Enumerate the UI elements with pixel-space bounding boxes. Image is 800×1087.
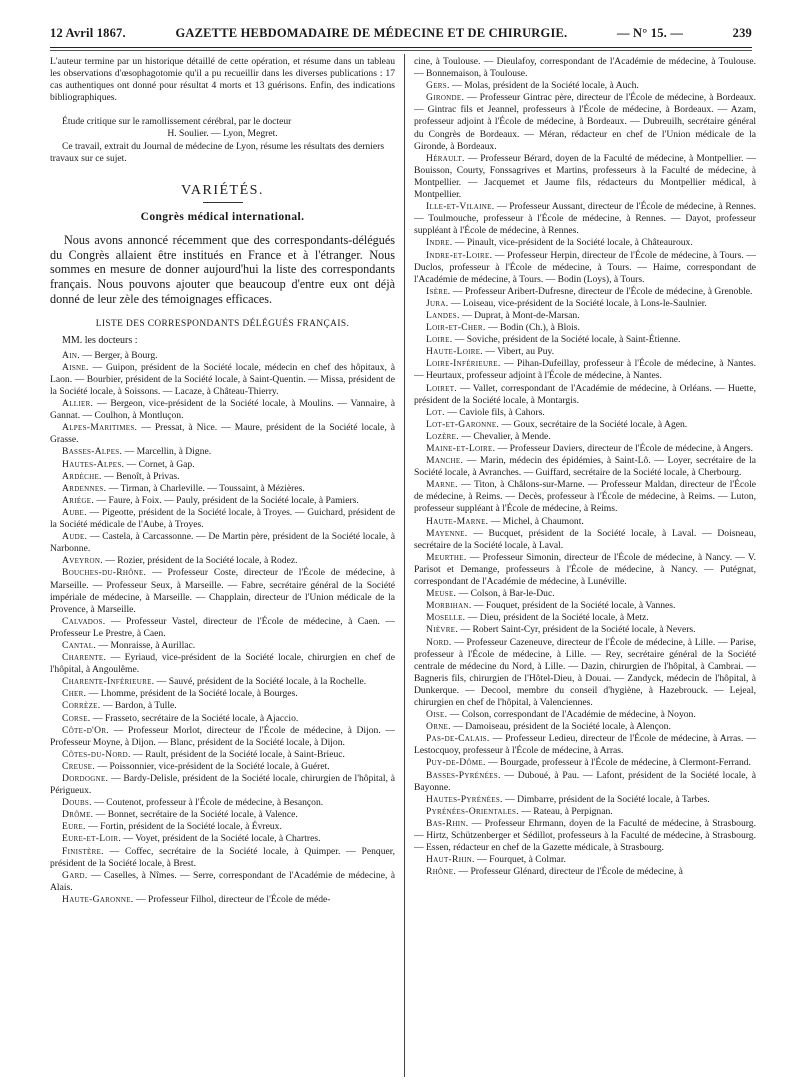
correspondent-entry: [414, 866, 756, 878]
correspondent-text: — Eyriaud, vice-président de la Société locale, chirurgien en chef de l'hôpital, à Angoulême.: [50, 652, 395, 676]
study-text: Ce travail, extrait du Journal de médecine de Lyon, résume les résultats des derniers travaux sur ce sujet.: [50, 140, 385, 164]
department-name: Corse.: [62, 712, 91, 724]
department-name: Gard.: [62, 869, 88, 881]
column-divider: [404, 54, 405, 1077]
correspondent-entry: [50, 846, 395, 870]
correspondent-entry: [414, 431, 756, 443]
correspondent-entry: [414, 721, 756, 733]
left-column: [50, 56, 395, 1079]
correspondent-entry: [414, 528, 756, 552]
correspondent-text: — Dimbarre, président de la Société locale, à Tarbes.: [502, 793, 710, 805]
correspondent-text: — Lhomme, président de la Société locale, à Bourges.: [86, 688, 298, 700]
correspondent-entry: [50, 555, 395, 567]
correspondent-text: — Caselles, à Nîmes. — Serre, correspondant de l'Académie de médecine, à Alais.: [50, 869, 395, 893]
department-name: Ariége.: [62, 494, 95, 506]
department-name: Marne.: [426, 479, 458, 491]
correspondent-text: — Molas, président de la Société locale, à Auch.: [449, 80, 639, 92]
department-name: Aisne.: [62, 361, 89, 373]
department-name: Aude.: [62, 531, 88, 543]
correspondent-text: — Professeur Filhol, directeur de l'École de méde-: [133, 893, 331, 905]
study-notice: [50, 116, 395, 164]
department-name: Eure.: [62, 821, 86, 833]
department-name: Pas-de-Calais.: [426, 733, 490, 745]
announcement-paragraph: Nous avons annoncé récemment que des correspondants-délégués du Congrès allaient être institués en France et à l'étranger. Nous sommes en mesure de donner aujourd'hui la liste des correspondants français. Nous pouvons ajouter que beaucoup d'entre eux ont déjà donné de leur zèle des témoignages efficaces.: [50, 232, 395, 306]
header-rule: [50, 47, 752, 48]
correspondent-text: — Pinault, vice-président de la Société locale, à Châteauroux.: [452, 237, 693, 249]
correspondent-text: — Cornet, à Gap.: [124, 458, 195, 470]
correspondent-entry: [50, 725, 395, 749]
correspondent-text: — Voyet, président de la Société locale, à Chartres.: [121, 833, 321, 845]
correspondent-text: — Professeur Vastel, directeur de l'École de médecine, à Caen. — Professeur Le Prestre, à Caen.: [50, 615, 395, 639]
correspondent-text: — Colson, correspondant de l'Académie de médecine, à Noyon.: [447, 709, 696, 721]
header-date: 12 Avril 1867.: [50, 26, 126, 40]
correspondent-entry: [414, 237, 756, 249]
correspondent-entry: [414, 298, 756, 310]
correspondent-text: — Professeur Daviers, directeur de l'École de médecine, à Angers.: [495, 443, 754, 454]
department-name: Doubs.: [62, 797, 92, 809]
department-name: Dordogne.: [62, 773, 109, 785]
department-name: Landes.: [426, 309, 460, 321]
correspondent-entry: [414, 92, 756, 152]
correspondent-text: — Fouquet, président de la Société locale, à Vannes.: [471, 600, 676, 612]
department-name: Nord.: [426, 636, 452, 648]
header-issue-number: — N° 15. —: [617, 26, 684, 40]
correspondent-entry: [414, 516, 756, 528]
department-name: Lot.: [426, 406, 445, 418]
correspondent-entry: [50, 495, 395, 507]
study-title: Étude critique sur le ramollissement cérébral, par le docteur: [62, 116, 292, 128]
correspondent-entry: [50, 459, 395, 471]
department-name: Charente-Inférieure.: [62, 676, 155, 688]
correspondent-text: — Marcellin, à Digne.: [122, 446, 212, 458]
correspondent-entry: [414, 479, 756, 515]
correspondent-text: — Professeur Aussant, directeur de l'École de médecine, à Rennes. — Toulmouche, professeur à l'École de médecine, à Rennes. — Dayot, professeur suppléant à l'École de médecine, à Rennes.: [414, 201, 756, 237]
correspondent-entry: [414, 153, 756, 201]
correspondent-text: — Fortin, président de la Société locale, à Évreux.: [85, 821, 282, 833]
correspondent-text: — Damoiseau, président de la Société locale, à Alençon.: [450, 721, 671, 733]
department-name: Bouches-du-Rhône.: [62, 567, 147, 579]
correspondent-text: — Bardon, à Tulle.: [100, 700, 177, 712]
correspondent-entry: [414, 794, 756, 806]
department-name: Hérault.: [426, 152, 465, 164]
list-salutation: MM. les docteurs :: [62, 334, 138, 346]
department-name: Oise.: [426, 709, 448, 721]
department-name: Côte-d'Or.: [62, 724, 109, 736]
department-name: Loire-Inférieure.: [426, 358, 501, 370]
correspondent-entry: [414, 612, 756, 624]
correspondent-entry: [50, 471, 395, 483]
department-name: Alpes-Maritimes.: [62, 422, 138, 434]
correspondent-text: — Michel, à Chaumont.: [488, 515, 584, 527]
section-rule: [203, 202, 243, 203]
correspondent-text: — Bodin (Ch.), à Blois.: [485, 322, 580, 334]
correspondent-text: — Castela, à Carcassonne. — De Martin père, président de la Société locale, à Narbonne.: [50, 531, 395, 555]
department-name: Lozère.: [426, 430, 459, 442]
correspondent-text: — Bardy-Delisle, président de la Société locale, chirurgien de l'hôpital, à Périgueux.: [50, 773, 395, 797]
correspondent-entry: [50, 350, 395, 362]
correspondent-text: — Bourgade, professeur à l'École de médecine, à Clermont-Ferrand.: [485, 757, 751, 769]
correspondent-text: — Soviche, président de la Société locale, à Saint-Étienne.: [452, 334, 681, 346]
correspondent-entry: [414, 733, 756, 757]
correspondent-entry: [414, 80, 756, 92]
department-name: Loiret.: [426, 382, 457, 394]
correspondent-entry: [414, 455, 756, 479]
department-name: Cher.: [62, 688, 87, 700]
study-author: H. Soulier. — Lyon, Megret.: [167, 128, 278, 140]
department-name: Aveyron.: [62, 555, 103, 567]
correspondent-text: — Faure, à Foix. — Pauly, président de la Société locale, à Pamiers.: [94, 494, 359, 506]
correspondent-text: — Loiseau, vice-président de la Société locale, à Lons-le-Saulnier.: [448, 297, 707, 309]
correspondent-entry: [50, 483, 395, 495]
correspondent-text: — Professeur Glénard, directeur de l'École de médecine, à: [456, 866, 683, 878]
correspondent-text: — Bucquet, président de la Société locale, à Laval. — Doisneau, secrétaire de la Société locale, à Laval.: [414, 527, 756, 551]
correspondent-entry: [50, 833, 395, 845]
correspondent-entry: [50, 446, 395, 458]
correspondent-text: — Pigeotte, président de la Société locale, à Troyes. — Guichard, président de la Société médicale de l'Aube, à Troyes.: [50, 506, 395, 531]
subsection-title: Congrès médical international.: [140, 210, 305, 223]
correspondent-entry: [414, 310, 756, 322]
department-name: Basses-Pyrénées.: [426, 769, 501, 781]
department-name: Meuse.: [426, 588, 457, 600]
correspondent-entry: [414, 770, 756, 794]
department-name: Aube.: [62, 506, 87, 518]
correspondent-entry: [50, 809, 395, 821]
left-entries-list: [50, 350, 395, 906]
correspondent-text: — Vibert, au Puy.: [482, 346, 555, 358]
correspondent-text: — Coffec, secrétaire de la Société locale, à Quimper. — Penquer, président de la Société locale, à Brest.: [50, 845, 395, 869]
correspondent-text: — Professeur Bérard, doyen de la Faculté de médecine, à Montpellier. — Bouisson, Courty, Fonssagrives et Martins, professeurs à la Faculté de médecine, à Montpellier. — Jacquemet et Jaume fils, rédacteurs du Montpellier médical, à Montpellier.: [414, 152, 756, 201]
correspondent-text: — Pressat, à Nice. — Maure, président de la Société locale, à Grasse.: [50, 422, 395, 446]
correspondent-text: — Robert Saint-Cyr, président de la Société locale, à Nevers.: [458, 624, 696, 636]
department-name: Orne.: [426, 721, 451, 733]
department-name: Allier.: [62, 398, 94, 410]
correspondent-entry: [414, 407, 756, 419]
department-name: Ardennes.: [62, 482, 107, 494]
department-name: Loire.: [426, 334, 453, 346]
right-lead-text: cine, à Toulouse. — Dieulafoy, correspondant de l'Académie de médecine, à Toulouse. — Bonnemaison, à Toulouse.: [414, 56, 756, 80]
department-name: Manche.: [426, 455, 464, 467]
correspondent-text: — Berger, à Bourg.: [79, 349, 158, 361]
correspondent-entry: [50, 821, 395, 833]
department-name: Rhône.: [426, 866, 457, 878]
department-name: Eure-et-Loir.: [62, 833, 122, 845]
correspondent-entry: [50, 422, 395, 446]
correspondent-entry: [50, 507, 395, 531]
correspondent-text: — Professeur Herpin, directeur de l'École de médecine, à Tours. — Duclos, professeur à l'École de médecine, à Tours. — Haime, correspondant de l'Académie de médecine, à Tours. — Bodin (Loys), à Tours.: [414, 249, 756, 285]
right-column: [414, 56, 756, 1079]
correspondent-text: — Professeur Simonin, directeur de l'École de médecine, à Nancy. — V. Parisot et Demange, professeurs à l'École de médecine, à Nancy. — Putégnat, correspondant de l'Académie de médecine, à Lunéville.: [414, 551, 756, 588]
department-name: Charente.: [62, 652, 107, 664]
correspondent-text: — Coutenot, professeur à l'École de médecine, à Besançon.: [91, 797, 324, 809]
correspondent-text: — Dieu, président de la Société locale, à Metz.: [465, 612, 649, 624]
department-name: Morbihan.: [426, 600, 472, 612]
correspondent-text: — Professeur Ehrmann, doyen de la Faculté de médecine, à Strasbourg. — Hirtz, Schützenberger et Sédillot, professeurs à la Faculté de médecine, à Strasbourg. — Essen, rédacteur en chef de la Gazette médicale, à Strasbourg.: [414, 817, 756, 854]
correspondent-entry: [50, 531, 395, 555]
correspondent-text: — Professeur Aribert-Dufresne, directeur de l'École de médecine, à Grenoble.: [450, 285, 753, 297]
correspondent-text: — Professeur Gintrac père, directeur de l'École de médecine, à Bordeaux. — Gintrac fils et Jeannel, professeurs à l'École de médecine, à Bordeaux. — Azam, professeur adjoint à l'École de médecine, à Bordeaux. — Dubreuilh, secrétaire général du Congrès de Bordeaux. — Méran, rédacteur en chef de l'Union médicale de la Gironde, à Bordeaux.: [414, 92, 756, 152]
correspondent-entry: [414, 346, 756, 358]
correspondent-text: — Fourquet, à Colmar.: [474, 854, 566, 866]
correspondent-text: — Monraisse, à Aurillac.: [96, 639, 196, 651]
department-name: Drôme.: [62, 809, 94, 821]
department-name: Jura.: [426, 297, 449, 309]
correspondent-text: — Caviole fils, à Cahors.: [444, 406, 545, 418]
correspondent-entry: [414, 709, 756, 721]
correspondent-entry: [414, 806, 756, 818]
department-name: Côtes-du-Nord.: [62, 748, 131, 760]
correspondent-entry: [50, 894, 395, 906]
correspondent-text: — Guipon, président de la Société locale, médecin en chef des hôpitaux, à Laon. — Bourbier, président de la Société locale, à Saint-Quentin. — Missa, président de la Société locale, à Soissons. — Lacaze, à Château-Thierry.: [50, 361, 395, 398]
correspondent-entry: [50, 761, 395, 773]
correspondent-entry: [414, 818, 756, 854]
correspondent-entry: [50, 797, 395, 809]
correspondent-text: — Colson, à Bar-le-Duc.: [456, 588, 555, 600]
correspondent-entry: [50, 700, 395, 712]
correspondent-text: — Titon, à Châlons-sur-Marne. — Professeur Maldan, directeur de l'École de médecine, à Reims. — Decès, professeur à l'École de médecine, à Reims. — Luton, professeur suppléant à l'École de médecine, à Reims.: [414, 479, 756, 515]
department-name: Ille-et-Vilaine.: [426, 201, 495, 213]
page-header: [50, 26, 752, 46]
correspondent-text: — Professeur Morlot, directeur de l'École de médecine, à Dijon. — Professeur Moyne, à Dijon. — Blanc, président de la Société locale, à Dijon.: [50, 724, 395, 748]
correspondent-text: — Tirman, à Charleville. — Toussaint, à Mézières.: [106, 482, 305, 494]
correspondent-text: — Benoît, à Privas.: [101, 470, 180, 482]
correspondent-text: — Duprat, à Mont-de-Marsan.: [459, 309, 580, 321]
department-name: Basses-Alpes.: [62, 446, 123, 458]
correspondent-entry: [414, 637, 756, 710]
department-name: Lot-et-Garonne.: [426, 418, 500, 430]
correspondent-entry: [414, 334, 756, 346]
correspondent-entry: [50, 652, 395, 676]
department-name: Calvados.: [62, 615, 106, 627]
correspondent-text: — Professeur Coste, directeur de l'École de médecine, à Marseille. — Professeur Seux, à Marseille. — Fabre, secrétaire général de la Société impériale de médecine, à Marseille. — Chapplain, directeur de l'Union médicale de la Provence, à Marseille.: [50, 567, 395, 615]
correspondent-entry: [50, 567, 395, 615]
department-name: Indre.: [426, 237, 453, 249]
correspondent-entry: [50, 676, 395, 688]
department-name: Pyrénées-Orientales.: [426, 805, 519, 817]
correspondent-entry: [414, 358, 756, 382]
department-name: Ain.: [62, 349, 80, 361]
department-name: Gironde.: [426, 92, 465, 104]
intro-paragraph: L'auteur termine par un historique détaillé de cette opération, et résume dans un tableau les observations d'œsophagotomie qu'il a pu recueillir dans les diverses publications : 17 cas authentiques ont donné pour résultat 4 morts et 13 guérisons. Enfin, des indications bibliographiques.: [50, 56, 395, 104]
department-name: Bas-Rhin.: [426, 817, 469, 829]
department-name: Maine-et-Loire.: [426, 443, 496, 454]
correspondent-entry: [50, 688, 395, 700]
correspondent-text: — Vallet, correspondant de l'Académie de médecine, à Orléans. — Huette, président de la Société locale, à Montargis.: [414, 382, 756, 406]
correspondent-text: — Marin, médecin des épidémies, à Saint-Lô. — Loyer, secrétaire de la Société locale, à Avranches. — Guiffard, secrétaire de la Société locale, à Cherbourg.: [414, 455, 756, 479]
correspondent-entry: [414, 286, 756, 298]
department-name: Ardèche.: [62, 470, 102, 482]
list-title: LISTE DES CORRESPONDANTS DÉLÉGUÉS FRANÇAIS.: [95, 318, 350, 329]
correspondent-entry: [414, 624, 756, 636]
correspondent-text: — Professeur Cazeneuve, directeur de l'École de médecine, à Lille. — Parise, professeur à l'École de médecine, à Lille. — Rey, secrétaire général de la Société centrale de médecine du Nord, à Lille. — Dazin, chirurgien de l'hôpital, à Cambrai. — Bagneris fils, chirurgien de l'Hôtel-Dieu, à Douai. — Zandyck, médecin de l'hôpital, à Dunkerque. — Decool, membre du conseil d'hygiène, à Hazebrouck. — Lejeal, chirurgien en chef de l'hôpital, à Valenciennes.: [414, 636, 756, 708]
correspondent-entry: [414, 854, 756, 866]
correspondent-entry: [414, 443, 756, 455]
correspondent-text: — Rozier, président de la Société locale, à Rodez.: [102, 555, 298, 567]
correspondent-entry: [414, 600, 756, 612]
correspondent-entry: [414, 588, 756, 600]
correspondent-entry: [414, 419, 756, 431]
department-name: Meurthe.: [426, 551, 467, 563]
correspondent-text: — Poissonnier, vice-président de la Société locale, à Guéret.: [95, 760, 330, 772]
correspondent-entry: [414, 322, 756, 334]
correspondent-entry: [50, 362, 395, 398]
correspondent-entry: [50, 398, 395, 422]
department-name: Finistère.: [62, 845, 104, 857]
department-name: Mayenne.: [426, 527, 468, 539]
department-name: Creuse.: [62, 760, 96, 772]
department-name: Haute-Garonne.: [62, 893, 134, 905]
correspondent-text: — Chevalier, à Mende.: [458, 430, 551, 442]
correspondent-text: — Pihan-Dufeillay, professeur à l'École de médecine, à Nantes. — Heurtaux, professeur adjoint à l'École de médecine, à Nantes.: [414, 358, 756, 382]
correspondent-text: — Bergeon, vice-président de la Société locale, à Moulins. — Vannaire, à Gannat. — Coulhon, à Montluçon.: [50, 398, 395, 422]
correspondent-text: — Bonnet, secrétaire de la Société locale, à Valence.: [93, 809, 298, 821]
correspondent-entry: [50, 773, 395, 797]
department-name: Loir-et-Cher.: [426, 322, 486, 334]
department-name: Haute-Marne.: [426, 515, 489, 527]
correspondent-entry: [50, 870, 395, 894]
department-name: Nièvre.: [426, 624, 459, 636]
department-name: Gers.: [426, 80, 450, 92]
department-name: Haut-Rhin.: [426, 854, 475, 866]
correspondent-text: — Sauvé, président de la Société locale, à la Rochelle.: [154, 676, 367, 688]
correspondent-entry: [414, 757, 756, 769]
correspondent-entry: [414, 201, 756, 237]
correspondent-entry: [414, 383, 756, 407]
correspondent-text: — Frasseto, secrétaire de la Société locale, à Ajaccio.: [90, 712, 299, 724]
department-name: Hautes-Alpes.: [62, 458, 125, 470]
header-journal-title: GAZETTE HEBDOMADAIRE DE MÉDECINE ET DE CHIRURGIE.: [175, 26, 568, 40]
correspondent-text: — Goux, secrétaire de la Société locale, à Agen.: [499, 418, 688, 430]
right-entries-list: [414, 80, 756, 878]
correspondent-text: — Duboué, à Pau. — Lafont, président de la Société locale, à Bayonne.: [414, 769, 756, 793]
correspondent-entry: [50, 616, 395, 640]
correspondent-entry: [414, 552, 756, 588]
correspondent-entry: [414, 250, 756, 286]
department-name: Moselle.: [426, 612, 466, 624]
correspondent-text: — Rault, président de la Société locale, à Saint-Brieuc.: [130, 748, 345, 760]
section-title: VARIÉTÉS.: [181, 182, 264, 198]
department-name: Puy-de-Dôme.: [426, 757, 486, 769]
department-name: Corrèze.: [62, 700, 101, 712]
correspondent-entry: [50, 640, 395, 652]
correspondent-entry: [50, 713, 395, 725]
department-name: Isère.: [426, 285, 451, 297]
correspondent-entry: [50, 749, 395, 761]
department-name: Indre-et-Loire.: [426, 249, 493, 261]
correspondent-text: — Professeur Ledieu, directeur de l'École de médecine, à Arras. — Lestocquoy, professeur à l'École de médecine, à Arras.: [414, 733, 756, 757]
department-name: Hautes-Pyrénées.: [426, 793, 503, 805]
department-name: Cantal.: [62, 639, 97, 651]
header-rule-thin: [50, 50, 752, 51]
correspondent-text: — Rateau, à Perpignan.: [518, 805, 613, 817]
header-page-number: 239: [732, 26, 752, 40]
department-name: Haute-Loire.: [426, 346, 483, 358]
